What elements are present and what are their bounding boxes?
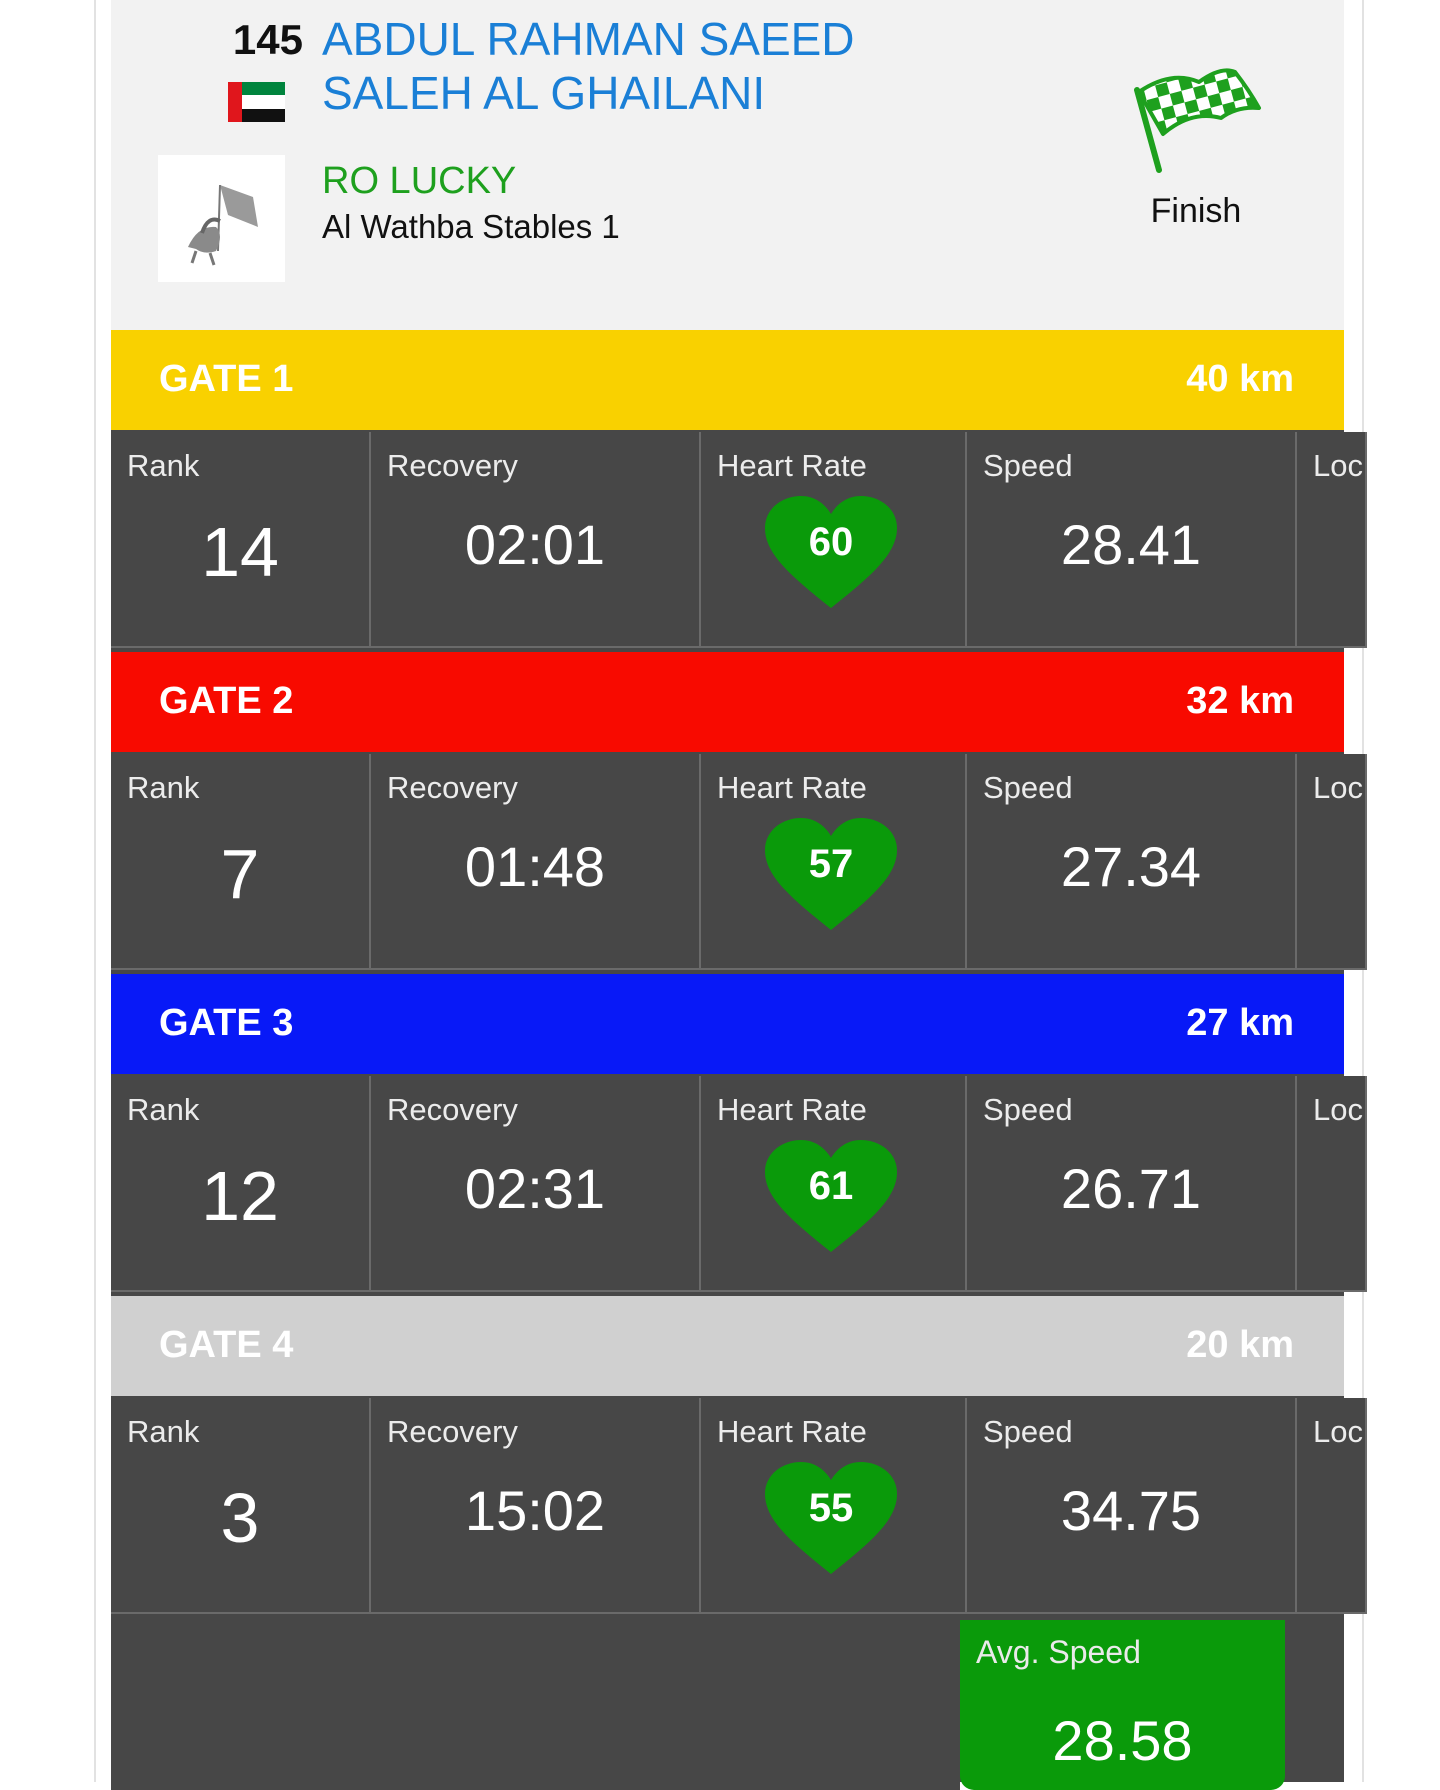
heart-rate-value: 60 [808, 520, 854, 564]
gate-location-cell [1297, 1076, 1367, 1292]
recovery-value: 01:48 [464, 835, 606, 898]
heart-rate-label: Heart Rate [717, 1414, 867, 1449]
gate-header[interactable] [111, 1296, 1344, 1396]
gate-recovery-cell [371, 432, 701, 648]
rider-name-line2: SALEH AL GHAILANI [322, 67, 766, 119]
gate-header[interactable] [111, 330, 1344, 430]
gate-speed-cell [967, 754, 1297, 970]
rider-card [111, 0, 1363, 1782]
gate-name: GATE 2 [159, 680, 294, 722]
gate-heart-rate-cell [701, 1076, 967, 1292]
rank-value: 3 [220, 1479, 260, 1557]
avg-speed-value: 28.58 [1052, 1709, 1193, 1772]
location-label: Loc [1313, 770, 1363, 805]
rank-label: Rank [127, 1092, 200, 1127]
location-label: Loc [1313, 1414, 1363, 1449]
bib-number: 145 [232, 16, 303, 63]
gate-location-cell [1297, 754, 1367, 970]
summary-blank-left [111, 1620, 960, 1790]
recovery-label: Recovery [387, 1414, 518, 1449]
gate-recovery-cell [371, 754, 701, 970]
gate-name: GATE 4 [159, 1324, 294, 1366]
heart-rate-label: Heart Rate [717, 448, 867, 483]
speed-label: Speed [983, 1414, 1073, 1449]
rank-value: 12 [201, 1157, 279, 1235]
gate-location-cell [1297, 432, 1367, 648]
gate-distance: 32 km [1186, 680, 1294, 722]
gate-distance: 40 km [1186, 358, 1294, 400]
gate-speed-cell [967, 1076, 1297, 1292]
rider-name-line1: ABDUL RAHMAN SAEED [322, 13, 855, 65]
gate-rank-cell [111, 1398, 371, 1614]
speed-value: 28.41 [1060, 513, 1202, 576]
recovery-label: Recovery [387, 1092, 518, 1127]
gate-recovery-cell [371, 1076, 701, 1292]
gate-heart-rate-cell [701, 432, 967, 648]
uae-flag-icon [228, 82, 285, 122]
gate-distance: 20 km [1186, 1324, 1294, 1366]
rank-value: 14 [201, 513, 279, 591]
recovery-label: Recovery [387, 448, 518, 483]
gate-header[interactable] [111, 652, 1344, 752]
rank-label: Rank [127, 770, 200, 805]
heart-rate-value: 61 [808, 1164, 854, 1208]
avg-speed-box [960, 1620, 1285, 1790]
speed-value: 27.34 [1060, 835, 1202, 898]
speed-value: 34.75 [1060, 1479, 1202, 1542]
gate-heart-rate-cell [701, 1398, 967, 1614]
rank-value: 7 [220, 835, 260, 913]
speed-value: 26.71 [1060, 1157, 1202, 1220]
recovery-value: 02:01 [464, 513, 606, 576]
stable-logo-icon [158, 155, 285, 282]
speed-label: Speed [983, 770, 1073, 805]
heart-rate-value: 55 [808, 1486, 854, 1530]
speed-label: Speed [983, 1092, 1073, 1127]
recovery-value: 02:31 [464, 1157, 606, 1220]
rider-header [111, 0, 1344, 330]
gate-rank-cell [111, 432, 371, 648]
recovery-label: Recovery [387, 770, 518, 805]
avg-speed-label: Avg. Speed [976, 1634, 1141, 1670]
gate-name: GATE 3 [159, 1002, 294, 1044]
horse-name[interactable]: RO LUCKY [322, 160, 517, 202]
gate-distance: 27 km [1186, 1002, 1294, 1044]
stable-name: Al Wathba Stables 1 [322, 208, 620, 245]
rider-name[interactable] [322, 12, 1022, 120]
speed-label: Speed [983, 448, 1073, 483]
location-label: Loc [1313, 1092, 1363, 1127]
gate-heart-rate-cell [701, 754, 967, 970]
heart-rate-value: 57 [808, 842, 854, 886]
gate-rank-cell [111, 1076, 371, 1292]
finish-status: Finish [1150, 192, 1242, 230]
checkered-flag-icon [1111, 60, 1281, 190]
rank-label: Rank [127, 1414, 200, 1449]
heart-rate-label: Heart Rate [717, 1092, 867, 1127]
gate-recovery-cell [371, 1398, 701, 1614]
recovery-value: 15:02 [464, 1479, 606, 1542]
heart-rate-label: Heart Rate [717, 770, 867, 805]
gate-header[interactable] [111, 974, 1344, 1074]
gate-rank-cell [111, 754, 371, 970]
location-label: Loc [1313, 448, 1363, 483]
gate-location-cell [1297, 1398, 1367, 1614]
gate-speed-cell [967, 432, 1297, 648]
gate-speed-cell [967, 1398, 1297, 1614]
rank-label: Rank [127, 448, 200, 483]
gate-name: GATE 1 [159, 358, 294, 400]
